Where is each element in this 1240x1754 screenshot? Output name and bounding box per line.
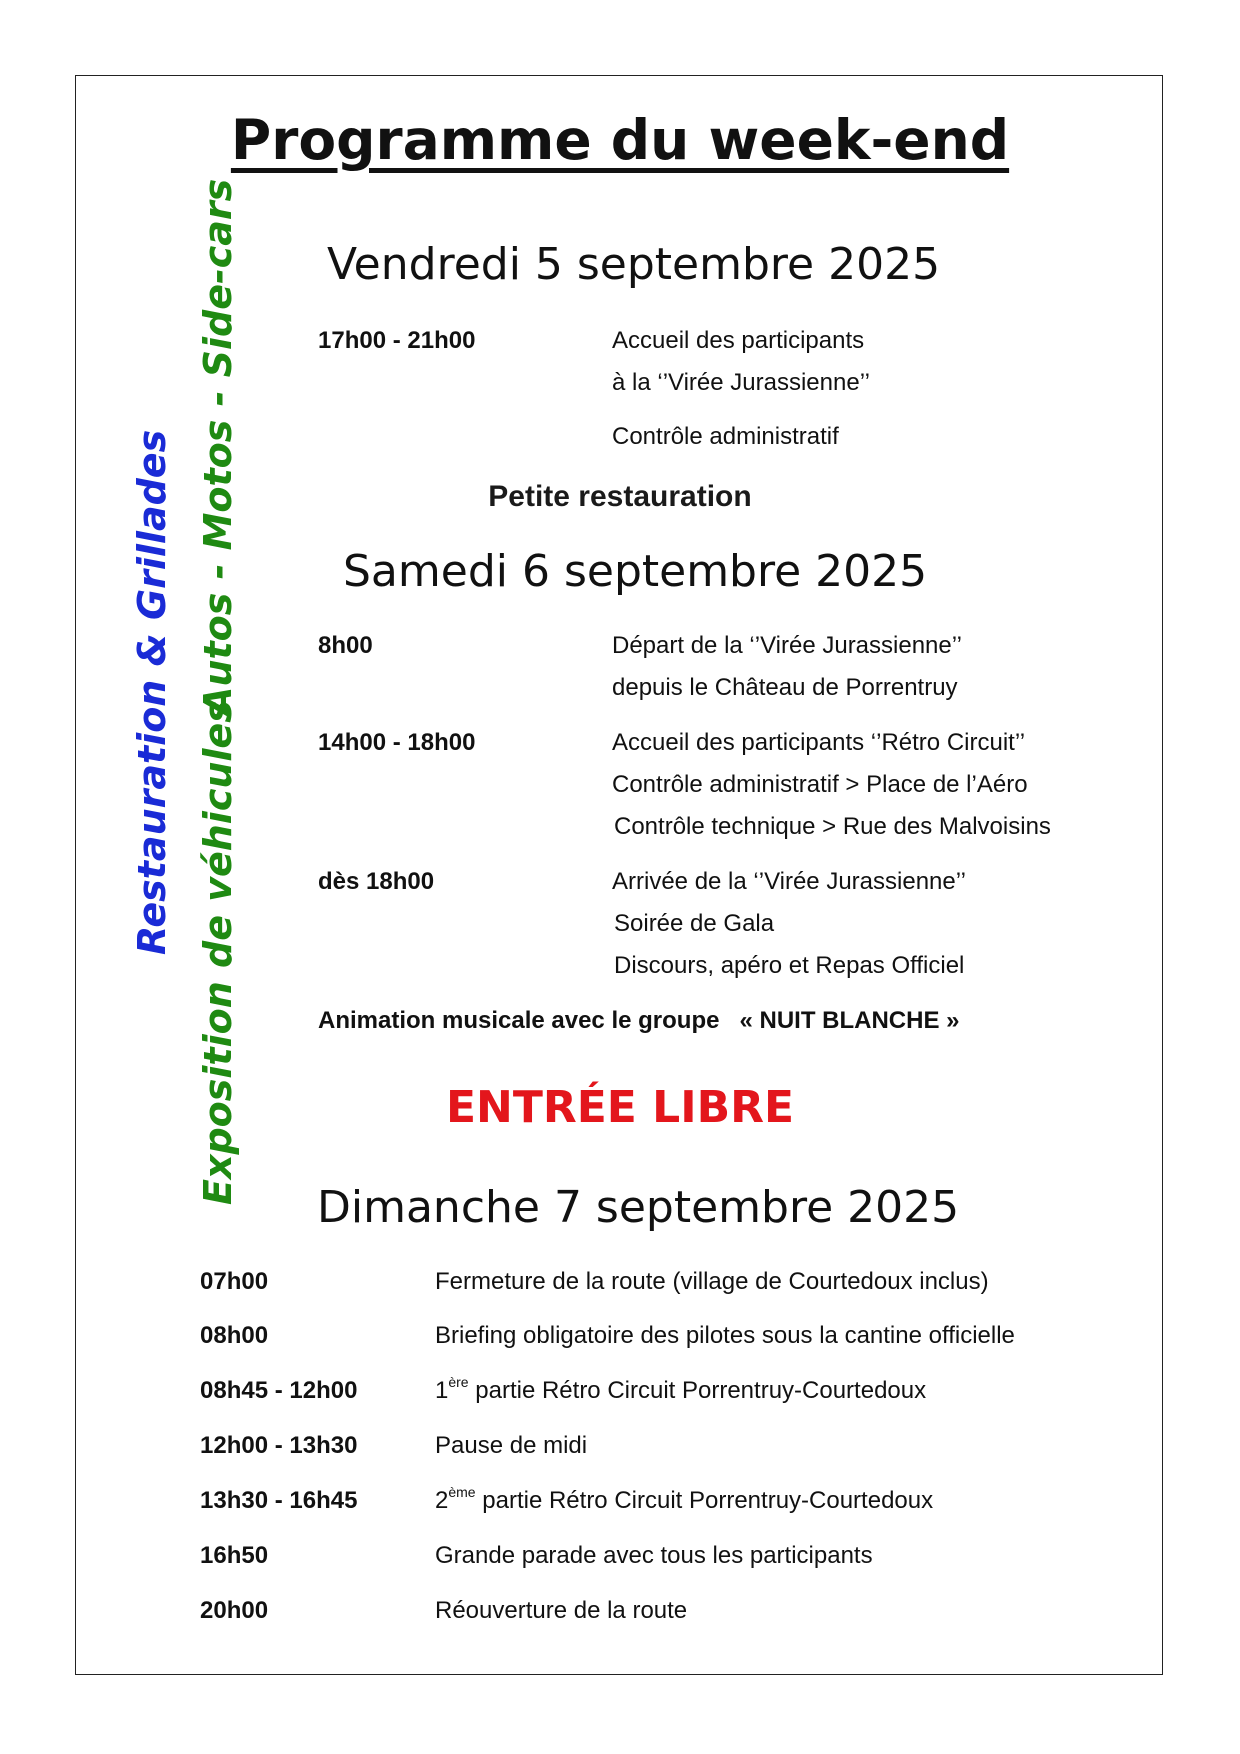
saturday-desc-3-line-1: Arrivée de la ‘’Virée Jurassienne’’ [612, 868, 966, 895]
ordinal-suffix: ère [448, 1374, 469, 1390]
saturday-desc-1-line-2: depuis le Château de Porrentruy [612, 674, 958, 701]
saturday-time-1: 8h00 [318, 632, 373, 659]
saturday-heading: Samedi 6 septembre 2025 [343, 546, 928, 597]
saturday-time-2: 14h00 - 18h00 [318, 729, 476, 756]
sunday-desc-6: Grande parade avec tous les participants [435, 1542, 873, 1569]
friday-desc-1-line-3: Contrôle administratif [612, 423, 839, 450]
sunday-desc-1: Fermeture de la route (village de Courtedoux inclus) [435, 1268, 989, 1295]
ordinal-number: 2 [435, 1487, 449, 1514]
saturday-desc-3-line-3: Discours, apéro et Repas Officiel [614, 952, 965, 979]
sunday-desc-3 [435, 1374, 927, 1405]
sunday-heading: Dimanche 7 septembre 2025 [317, 1182, 960, 1233]
friday-time-1: 17h00 - 21h00 [318, 327, 476, 354]
sunday-time-6: 16h50 [200, 1542, 269, 1569]
sunday-time-4: 12h00 - 13h30 [200, 1432, 358, 1459]
saturday-animation: Animation musicale avec le groupe « NUIT BLANCHE » [318, 1007, 960, 1034]
sunday-time-3: 08h45 - 12h00 [200, 1377, 358, 1404]
ordinal-number: 1 [435, 1377, 449, 1404]
saturday-time-3: dès 18h00 [318, 868, 435, 895]
sunday-time-5: 13h30 - 16h45 [200, 1487, 358, 1514]
side-label-restauration: Restauration & Grillades [130, 429, 174, 955]
friday-note: Petite restauration [488, 480, 752, 513]
entry-free-banner: ENTRÉE LIBRE [445, 1082, 795, 1133]
sunday-time-2: 08h00 [200, 1322, 269, 1349]
ordinal-suffix: ème [448, 1484, 476, 1500]
saturday-desc-2-line-1: Accueil des participants ‘’Rétro Circuit’’ [612, 729, 1026, 756]
friday-desc-1-line-1: Accueil des participants [612, 327, 865, 354]
saturday-desc-3-line-2: Soirée de Gala [614, 910, 775, 937]
sunday-desc-7: Réouverture de la route [435, 1597, 688, 1624]
friday-desc-1-line-2: à la ‘’Virée Jurassienne’’ [612, 369, 870, 396]
saturday-desc-2-line-3: Contrôle technique > Rue des Malvoisins [614, 813, 1051, 840]
sunday-desc-5-text: partie Rétro Circuit Porrentruy-Courtedoux [475, 1487, 934, 1514]
friday-heading: Vendredi 5 septembre 2025 [327, 239, 941, 290]
saturday-desc-2-line-2: Contrôle administratif > Place de l’Aéro [612, 771, 1028, 798]
sunday-desc-5 [435, 1484, 934, 1515]
page-title: Programme du week-end [230, 108, 1010, 172]
sunday-desc-2: Briefing obligatoire des pilotes sous la cantine officielle [435, 1322, 1015, 1349]
sunday-time-7: 20h00 [200, 1597, 269, 1624]
sunday-desc-4: Pause de midi [435, 1432, 588, 1459]
side-label-vehicles: Autos - Motos - Side-cars [196, 178, 240, 716]
sunday-desc-3-text: partie Rétro Circuit Porrentruy-Courtedoux [468, 1377, 927, 1404]
side-label-exposition: Exposition de véhicules [196, 700, 240, 1205]
saturday-desc-1-line-1: Départ de la ‘’Virée Jurassienne’’ [612, 632, 962, 659]
sunday-time-1: 07h00 [200, 1268, 269, 1295]
